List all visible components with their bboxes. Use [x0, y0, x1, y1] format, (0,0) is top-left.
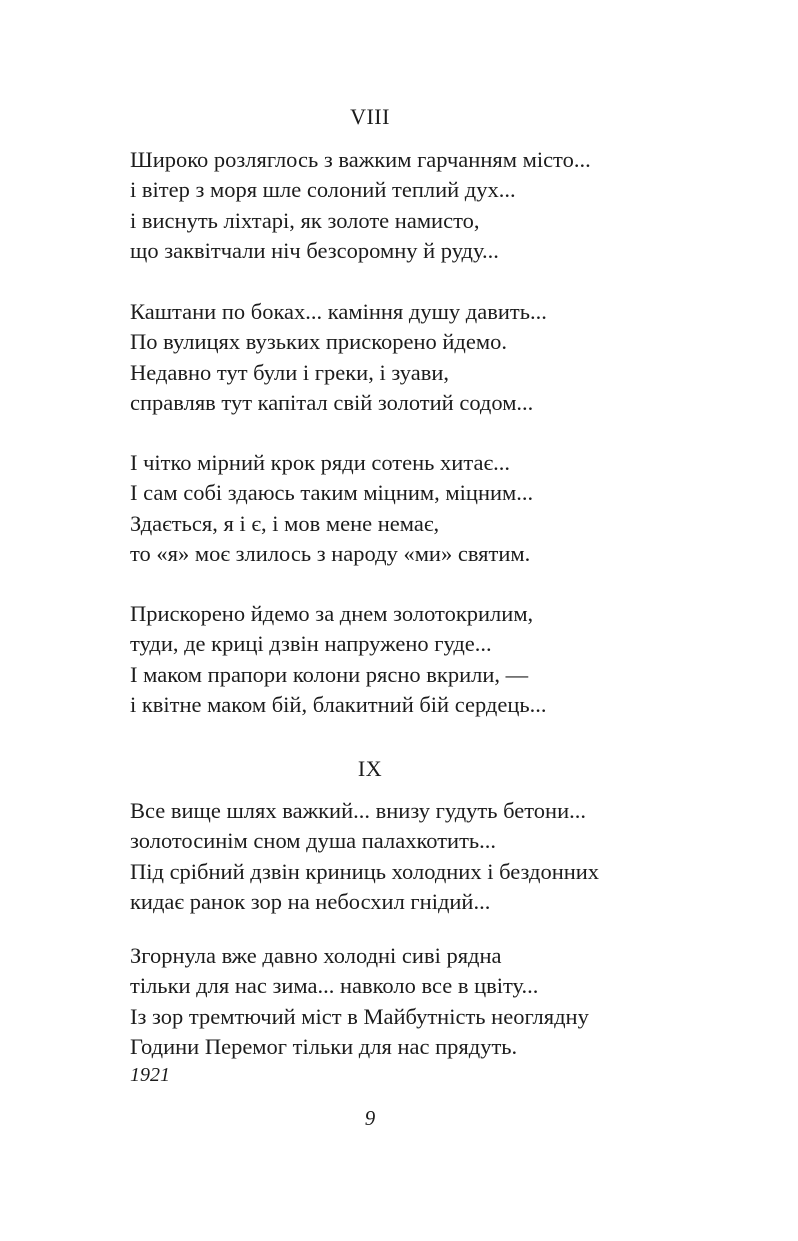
poem-line: Каштани по боках... каміння душу давить...: [130, 299, 547, 324]
poem-line: Із зор тремтючий міст в Майбутність неоглядну: [130, 1003, 589, 1029]
poem-line: Під срібний дзвін криниць холодних і бездонних: [130, 858, 600, 884]
poem-line: Все вище шлях важкий... внизу гудуть бетони...: [130, 798, 586, 823]
poem-line: Згорнула вже давно холодні сиві рядна: [130, 943, 502, 968]
section-title-viii: VIII: [350, 104, 390, 129]
poem-line: кидає ранок зор на небосхил гнідий...: [130, 888, 491, 914]
stanza-viii-1: [130, 145, 750, 266]
poem-line: Години Перемог тільки для нас прядуть.: [130, 1033, 518, 1059]
poem-line: що заквітчали ніч безсоромну й руду...: [130, 237, 499, 263]
poem-date: 1921: [130, 1064, 170, 1086]
section-title-ix: IX: [357, 756, 383, 781]
poem-line: І сам собі здаюсь таким міцним, міцним...: [130, 480, 534, 506]
poem-line: І чітко мірний крок ряди сотень хитає...: [130, 450, 510, 475]
poem-line: і виснуть ліхтарі, як золоте намисто,: [130, 207, 480, 233]
stanza-viii-4: [130, 599, 750, 720]
poem-line: Здається, я і є, і мов мене немає,: [130, 510, 440, 536]
poem-line: Недавно тут були і греки, і зуави,: [130, 359, 449, 385]
poem-line: і вітер з моря шле солоний теплий дух...: [130, 177, 516, 203]
poem-line: Прискорено йдемо за днем золотокрилим,: [130, 601, 534, 626]
page-number: 9: [364, 1106, 376, 1130]
poem-line: туди, де криці дзвін напружено гуде...: [130, 631, 492, 657]
poem-line: справляв тут капітал свій золотий содом...: [130, 389, 534, 415]
stanza-ix-1: [130, 796, 750, 917]
poem-line: По вулицях вузьких прискорено йдемо.: [130, 329, 507, 355]
poem-line: золотосинім сном душа палахкотить...: [130, 828, 497, 854]
poem-line: Широко розляглось з важким гарчанням місто...: [130, 147, 591, 172]
stanza-viii-3: [130, 448, 750, 569]
poem-line: і квітне маком бій, блакитний бій сердець...: [130, 691, 547, 717]
stanza-viii-2: [130, 297, 750, 418]
stanza-ix-2: [130, 941, 750, 1062]
poem-line: І маком прапори колони рясно вкрили, —: [130, 661, 529, 687]
poem-line: тільки для нас зима... навколо все в цвіту...: [130, 973, 539, 999]
poem-line: то «я» моє злилось з народу «ми» святим.: [130, 540, 531, 566]
